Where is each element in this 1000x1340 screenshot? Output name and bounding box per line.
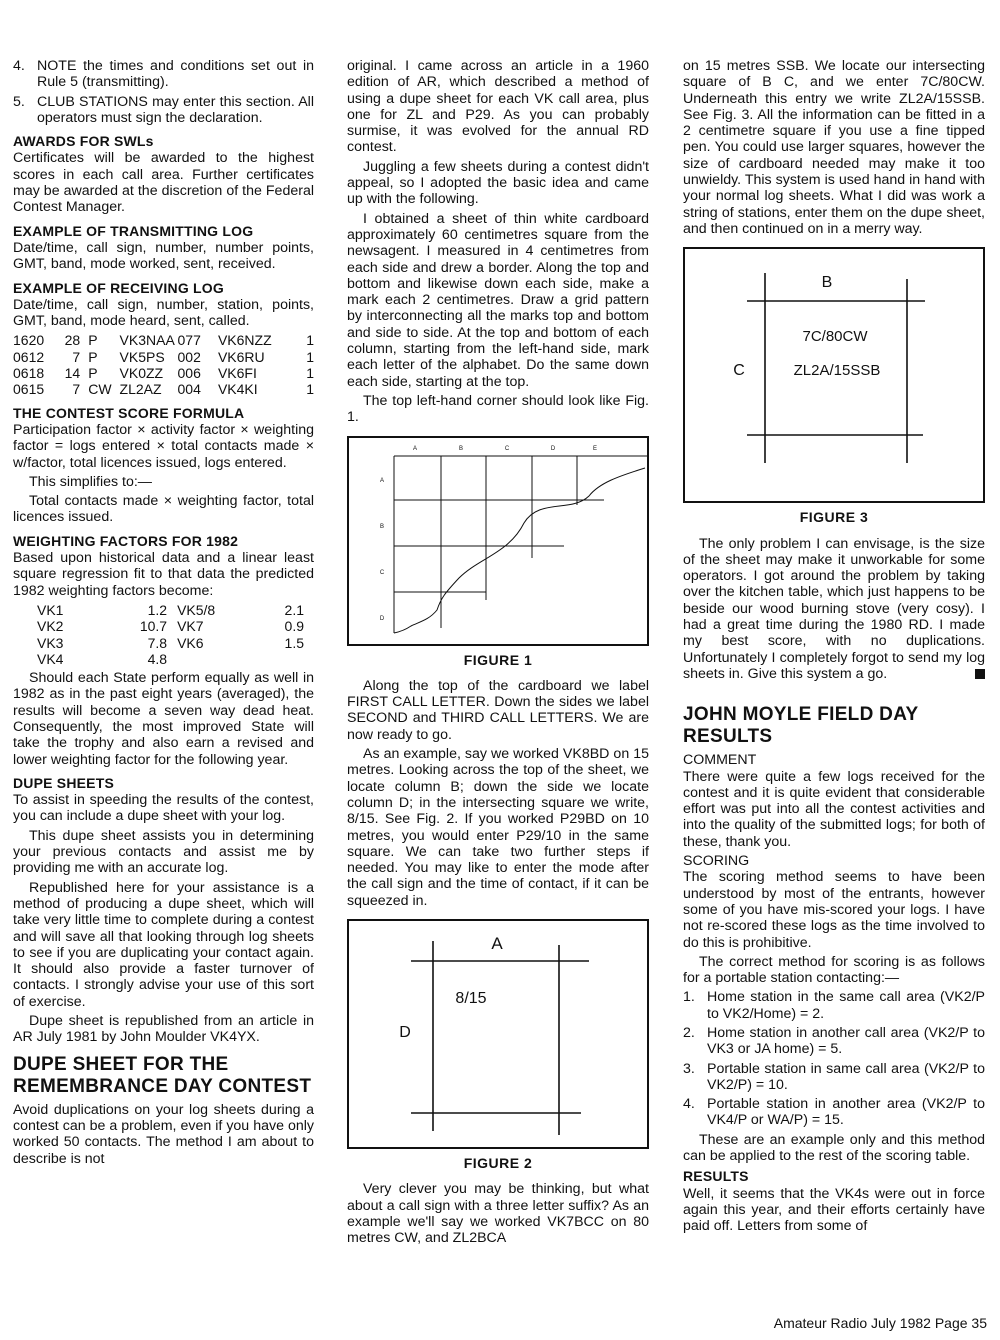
dupe-paragraph-4: Dupe sheet is republished from an article in AR July 1981 by John Moulder VK4YX. bbox=[13, 1013, 314, 1046]
page-footer: Amateur Radio July 1982 Page 35 bbox=[773, 1315, 987, 1331]
scoring-item-number: 4. bbox=[683, 1096, 695, 1113]
column-2 bbox=[347, 58, 649, 1249]
wf-cell: 4.8 bbox=[147, 650, 168, 667]
dupe-heading: DUPE SHEETS bbox=[13, 774, 114, 791]
wf-cell: VK3 bbox=[37, 634, 64, 651]
formula-heading: THE CONTEST SCORE FORMULA bbox=[13, 404, 245, 421]
log-cell: 0615 bbox=[13, 381, 45, 398]
fig1-row-label: C bbox=[379, 569, 385, 576]
wf-cell: 10.7 bbox=[139, 618, 168, 635]
fig3-entry-2: ZL2A/15SSB bbox=[793, 362, 881, 380]
fig2-row-letter: D bbox=[399, 1023, 411, 1041]
example-text: These are an example only and this method can be applied to the rest of the scoring table. bbox=[683, 1131, 985, 1165]
scoring-text: The scoring method seems to have been understood by most of the entrants, however some of you have mis-scored your logs. I have not re-scored these logs as the time involved to do this is prohibitive. bbox=[683, 869, 985, 951]
fig1-col-label: A bbox=[412, 445, 418, 452]
wf-cell: VK7 bbox=[177, 618, 204, 635]
fig1-col-label: D bbox=[550, 445, 556, 452]
figure-3-drawing bbox=[685, 249, 983, 501]
log-cell: VK4KI bbox=[217, 381, 258, 398]
tx-log-heading: EXAMPLE OF TRANSMITTING LOG bbox=[13, 222, 254, 239]
scoring-subheading: SCORING bbox=[683, 853, 750, 870]
rule-number: 5. bbox=[13, 93, 25, 110]
col2-paragraph-4: The top left-hand corner should look like Fig. 1. bbox=[347, 392, 649, 426]
dupe-paragraph-1: To assist in speeding the results of the contest, you can include a dupe sheet with your log. bbox=[13, 792, 314, 825]
scoring-item-number: 1. bbox=[683, 989, 695, 1006]
scoring-item-text: Home station in the same call area (VK2/P to VK2/Home) = 2. bbox=[707, 989, 985, 1022]
wf-row bbox=[37, 635, 314, 651]
wf-cell: VK1 bbox=[37, 601, 64, 618]
article-paragraph-1: Avoid duplications on your log sheets during a contest can be a problem, even if you have only worked 50 contacts. The method I am about to describe is not bbox=[13, 1101, 314, 1167]
log-example-table bbox=[13, 332, 314, 397]
scoring-list bbox=[683, 989, 985, 1128]
wf-heading: WEIGHTING FACTORS FOR 1982 bbox=[13, 532, 239, 549]
rx-log-text: Date/time, call sign, number, station, points, GMT, band, mode heard, sent, called. bbox=[13, 296, 314, 330]
figure-1 bbox=[347, 436, 649, 646]
log-cell: 004 bbox=[177, 381, 201, 398]
scoring-item-text: Portable station in same call area (VK2/P to VK2/P) = 10. bbox=[707, 1060, 985, 1093]
fig2-entry: 8/15 bbox=[455, 989, 487, 1007]
col2-paragraph-6: As an example, say we worked VK8BD on 15 metres. Looking across the top of the sheet, we locate column B; down the side we locate column D; in the intersecting square we write, 8/15. See Fig. 2. If you worked P29BD on 10 metres, you would enter P29/10 in the same square. We can take two further steps if needed. You may like to enter the mode after the call sign and the time of contact, if it can be squeezed in. bbox=[347, 746, 649, 909]
col2-paragraph-2: Juggling a few sheets during a contest didn't appeal, so I adopted the basic idea and came up with the following. bbox=[347, 158, 649, 208]
col2-paragraph-3: I obtained a sheet of thin white cardboard approximately 60 centimetres square from the newsagent. I measured in 4 centimetres from each side and drew a border. Along the top and bottom and likewise down each side, make a mark each 2 centimetres. Draw a grid pattern by interconnecting all the marks top and bottom and side to side. At the top and bottom of each column, starting from the left-hand side, mark each letter of the alphabet. Do the same down each side, starting at the top. bbox=[347, 210, 649, 390]
log-cell: 006 bbox=[177, 365, 201, 382]
simplified-formula: Total contacts made × weighting factor, total licences issued. bbox=[13, 493, 314, 526]
scoring-item bbox=[683, 1025, 985, 1058]
wf-paragraph: Should each State perform equally as well in 1982 as in the past eight years (averaged), the results will become a seven way dead heat. Consequently, the most improved State will take the trophy and also earn a revised and lower weighting factor for the following year. bbox=[13, 670, 314, 768]
results-heading: RESULTS bbox=[683, 1168, 749, 1185]
fig3-entry-1: 7C/80CW bbox=[802, 328, 868, 346]
wf-cell: VK2 bbox=[37, 618, 64, 635]
results-text: Well, it seems that the VK4s were out in force again this year, and their efforts certainly have paid off. Letters from some of bbox=[683, 1185, 985, 1235]
wf-cell: 2.1 bbox=[284, 601, 304, 618]
column-3 bbox=[683, 58, 985, 1238]
figure-1-caption: FIGURE 1 bbox=[463, 651, 533, 668]
fig1-col-label: B bbox=[458, 445, 464, 452]
figure-1-drawing bbox=[349, 438, 647, 644]
article-heading: DUPE SHEET FOR THE REMEMBRANCE DAY CONTEST bbox=[13, 1053, 312, 1097]
figure-2-drawing bbox=[349, 921, 647, 1147]
wf-row bbox=[37, 618, 314, 634]
rx-log-heading: EXAMPLE OF RECEIVING LOG bbox=[13, 279, 224, 296]
fig2-column-letter: A bbox=[491, 933, 503, 953]
rule-text: CLUB STATIONS may enter this section. All operators must sign the declaration. bbox=[37, 93, 314, 126]
scoring-item-number: 2. bbox=[683, 1024, 695, 1041]
log-cell: VK3NAA bbox=[119, 332, 175, 349]
log-cell: 077 bbox=[177, 332, 201, 349]
wf-cell bbox=[177, 651, 266, 667]
fig1-col-label: C bbox=[504, 445, 510, 452]
figure-3-caption: FIGURE 3 bbox=[799, 509, 869, 526]
wf-cell: 0.9 bbox=[284, 618, 304, 635]
log-cell: VK6NZZ bbox=[217, 332, 272, 349]
col3-paragraph-2 bbox=[683, 536, 985, 683]
wf-cell: VK4 bbox=[37, 650, 64, 667]
wf-cell: VK6 bbox=[177, 634, 204, 651]
log-row bbox=[13, 365, 314, 381]
scoring-item bbox=[683, 1096, 985, 1129]
log-cell: VK0ZZ bbox=[119, 365, 164, 382]
scoring-item-number: 3. bbox=[683, 1060, 695, 1077]
log-cell: P bbox=[88, 365, 98, 382]
awards-text: Certificates will be awarded to the highest scores in each call area. Further certificates may be awarded at the discretion of the Federal Contest Manager. bbox=[13, 150, 314, 216]
col3-paragraph-1: on 15 metres SSB. We locate our intersecting square of B C, and we enter 7C/80CW. Underneath this entry we write ZL2A/15SSB. See Fig. 3. All the information can be fitted in a 2 centimetre square if you use a fine tipped pen. You could use larger squares, however the size of cardboard needed may make it too unwieldy. This system is used hand in hand with your normal log sheets. What I did was work a string of stations, enter them on the dupe sheet, and then continued on in a merry way. bbox=[683, 58, 985, 237]
dupe-paragraph-3: Republished here for your assistance is a method of producing a dupe sheet, which will take very little time to complete during a contest and will save all that looking through log sheets to see if you are duplicating your contact again. It should also provide a faster turnover of contacts. I strongly advise your use of this sort of exercise. bbox=[13, 879, 314, 1010]
log-cell: 1 bbox=[306, 332, 314, 349]
wf-cell: VK5/8 bbox=[177, 601, 216, 618]
log-row bbox=[13, 381, 314, 397]
dupe-paragraph-2: This dupe sheet assists you in determining your previous contacts and assist me by providing me with an accurate log. bbox=[13, 827, 314, 877]
log-cell: 7 bbox=[72, 348, 81, 365]
rule-number: 4. bbox=[13, 58, 25, 74]
correct-method-text: The correct method for scoring is as follows for a portable station contacting:— bbox=[683, 953, 985, 987]
wf-cell: 1.5 bbox=[284, 634, 304, 651]
wf-cell: 1.2 bbox=[147, 601, 168, 618]
wf-row bbox=[37, 651, 314, 667]
column-1 bbox=[13, 58, 314, 1170]
scoring-item-text: Portable station in another area (VK2/P to VK4/P or WA/P) = 15. bbox=[707, 1096, 985, 1129]
log-cell: P bbox=[88, 332, 98, 349]
wf-cell bbox=[266, 651, 314, 667]
log-row bbox=[13, 332, 314, 348]
fig3-column-letter: B bbox=[821, 274, 833, 292]
figure-2 bbox=[347, 919, 649, 1149]
fig1-row-label: B bbox=[379, 523, 385, 530]
log-cell: 14 bbox=[64, 365, 81, 382]
log-cell: P bbox=[88, 348, 98, 365]
fig1-col-label: E bbox=[592, 445, 598, 452]
log-cell: VK6RU bbox=[217, 348, 265, 365]
col2-paragraph-5: Along the top of the cardboard we label FIRST CALL LETTER. Down the sides we label SECOND and THIRD CALL LETTERS. We are now ready to go. bbox=[347, 677, 649, 743]
col2-paragraph-1: original. I came across an article in a 1960 edition of AR, which described a method of using a dupe sheet for each VK call area, plus one for ZL and P29. As you can probably surmise, it was evolved for the annual RD contest. bbox=[347, 58, 649, 156]
log-cell: CW bbox=[88, 381, 112, 398]
comment-subheading: COMMENT bbox=[683, 752, 757, 769]
figure-2-caption: FIGURE 2 bbox=[463, 1154, 533, 1171]
wf-cell: 7.8 bbox=[147, 634, 168, 651]
col2-paragraph-7: Very clever you may be thinking, but what about a call sign with a three letter suffix? As an example we'll say we worked VK7BCC on 80 metres CW, and ZL2BCA bbox=[347, 1181, 649, 1247]
fig1-row-label: D bbox=[379, 615, 385, 622]
wf-text: Based upon historical data and a linear least square regression fit to that data the predicted 1982 weighting factors become: bbox=[13, 550, 314, 599]
simplifies-text: This simplifies to:— bbox=[29, 473, 152, 490]
log-cell: 28 bbox=[64, 332, 81, 349]
awards-heading: AWARDS FOR SWLs bbox=[13, 133, 154, 150]
log-cell: 1620 bbox=[13, 332, 45, 349]
weighting-factors-table bbox=[37, 602, 314, 667]
log-cell: 1 bbox=[306, 365, 314, 382]
log-cell: 0618 bbox=[13, 365, 45, 382]
log-cell: 7 bbox=[72, 381, 81, 398]
scoring-item bbox=[683, 1061, 985, 1094]
wf-row bbox=[37, 602, 314, 618]
rule-text: NOTE the times and conditions set out in Rule 5 (transmitting). bbox=[37, 58, 314, 91]
tx-log-text: Date/time, call sign, number, number points, GMT, band, mode worked, sent, received. bbox=[13, 239, 314, 273]
scoring-item bbox=[683, 989, 985, 1022]
rule-item-4 bbox=[13, 58, 314, 91]
comment-text: There were quite a few logs received for the contest and it is quite evident that considerable effort was put into all the contest activities and into the quality of the submitted logs; for both of these, thank you. bbox=[683, 768, 985, 850]
log-cell: VK6FI bbox=[217, 365, 257, 382]
log-cell: 0612 bbox=[13, 348, 45, 365]
log-cell: 002 bbox=[177, 348, 201, 365]
col3-paragraph-2-text: The only problem I can envisage, is the size of the sheet may make it unworkable for some operators. I got around the problem by taking over the kitchen table, which just happens to be beside our wood burning stove (very cosy). I had a great time during the 1980 RD. I made my best score, with no duplications. Unfortunately I completely forgot to send my log sheets in. Give this system a go. bbox=[683, 535, 985, 682]
rules-list bbox=[13, 58, 314, 126]
scoring-item-text: Home station in another call area (VK2/P to VK3 or JA home) = 5. bbox=[707, 1024, 985, 1058]
log-row bbox=[13, 349, 314, 365]
log-cell: VK5PS bbox=[119, 348, 165, 365]
rule-item-5 bbox=[13, 94, 314, 127]
log-cell: 1 bbox=[306, 348, 314, 365]
john-moyle-heading: JOHN MOYLE FIELD DAY RESULTS bbox=[683, 704, 919, 748]
log-cell: 1 bbox=[306, 381, 314, 398]
fig3-row-letter: C bbox=[733, 362, 745, 380]
figure-3 bbox=[683, 247, 985, 503]
formula-text: Participation factor × activity factor × weighting factor = logs entered × total contacts made × w/factor, total licences issued, logs entered. bbox=[13, 421, 314, 471]
end-mark-icon bbox=[975, 669, 985, 679]
fig1-row-label: A bbox=[379, 477, 385, 484]
log-cell: ZL2AZ bbox=[119, 381, 162, 398]
